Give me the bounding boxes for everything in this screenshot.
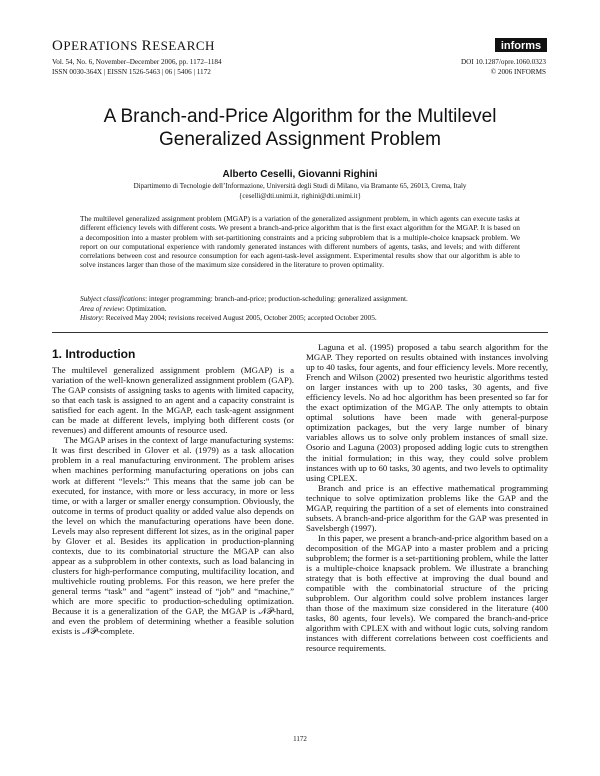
- history-value: : Received May 2004; revisions received August 2005, October 2005; accepted October 2005.: [101, 313, 377, 323]
- page-number: 1172: [293, 735, 307, 743]
- right-column: [306, 342, 548, 653]
- history: [80, 313, 520, 323]
- section-divider: [52, 332, 548, 333]
- affiliation-line-1: Dipartimento di Tecnologie dell’Informazione, Università degli Studi di Milano, via Bramante 65, 26013, Crema, Italy: [133, 182, 467, 190]
- title-line-1: A Branch-and-Price Algorithm for the Multilevel: [103, 106, 497, 127]
- subject-value: : integer programming: branch-and-price; production-scheduling: generalized assignment.: [145, 294, 408, 303]
- author-emails: {ceselli@dti.unimi.it, righini@dti.unimi.it}: [239, 191, 361, 200]
- paragraph: In this paper, we present a branch-and-price algorithm based on a decomposition of the MGAP into a master problem and a pricing subproblem; the former is a set-partitioning problem, while the latter is a multiple-choice knapsack problem. We illustrate a branching strategy that is both effective at improving the dual bound and compatible with the combinatorial structure of the pricing subproblem. Our algorithm could solve problem instances larger than those of the maximum size considered in the literature (400 tasks, 80 agents, four levels). We compared the branch-and-price algorithm with CPLEX with and without logic cuts, solving random instances with different correlations between cost coefficients and resource requirements.: [306, 532, 548, 654]
- journal-name: [52, 38, 215, 55]
- volume-info: [52, 57, 222, 77]
- title-line-2: Generalized Assignment Problem: [159, 129, 441, 150]
- paper-title: [40, 105, 560, 151]
- subject-classifications: [80, 294, 520, 304]
- copyright-line: © 2006 INFORMS: [490, 68, 546, 76]
- section-heading: 1. Introduction: [52, 347, 136, 361]
- area-label: Area of review: [80, 303, 123, 313]
- journal-initial-o: O: [52, 38, 64, 54]
- paragraph: The MGAP arises in the context of large manufacturing systems: It was first described in Glover et al. (1979) as a task allocation problem in a real manufacturing environment. The problem arises when machines performing manufacturing operations on jobs can work at different “levels:” This means that the same job can be executed, for instance, with more or less accuracy, in more or less time, or with a larger or smaller energy consumption. Obviously, the outcome in terms of product quality or added value also depends on the level on which the manufacturing operations have been done. Levels may also represent different lot sizes, as in the original paper by Glover et al. Besides its application in production-planning contexts, due to its combinatorial structure the MGAP can also appear as a subproblem in other contexts, such as load balancing in clusters for high-performance computing, multifacility location, and multivehicle routing problems. For this reason, we here prefer the general terms “task” and “agent” instead of “job” and “machine,” which are more specific to production-scheduling optimization. Because it is a generalization of the GAP, the MGAP is 𝒩𝒫-hard, and even the problem of determining whether a feasible solution exists is 𝒩𝒫-complete.: [52, 435, 294, 637]
- authors: Alberto Ceselli, Giovanni Righini: [222, 169, 378, 180]
- informs-logo-text: informs: [500, 40, 542, 52]
- affiliation: [40, 182, 560, 201]
- volume-line: Vol. 54, No. 6, November–December 2006, pp. 1172–1184: [52, 58, 222, 66]
- area-of-review: [80, 304, 520, 314]
- journal-rest-r: ESEARCH: [152, 38, 215, 53]
- article-metadata: [80, 294, 520, 323]
- abstract: The multilevel generalized assignment problem (MGAP) is a variation of the generalized assignment problem, in which agents can execute tasks at different efficiency levels with different costs. We present a branch-and-price algorithm that is the first exact algorithm for the MGAP. It is based on a decomposition into a master problem with set-partitioning constraints and a pricing subproblem that is a multiple-choice knapsack problem. We report on our computational experience with randomly generated instances with different numbers of agents, tasks, and levels; and with different correlations between cost and resource consumption for each agent-task-level assignment. Experimental results show that our algorithm is able to solve instances larger than those of the maximum size considered in the literature to proven optimality.: [80, 214, 520, 270]
- issn-line: ISSN 0030-364X | EISSN 1526-5463 | 06 | 5406 | 1172: [52, 68, 211, 76]
- area-value: : Optimization.: [122, 303, 167, 313]
- paragraph: Branch and price is an effective mathematical programming technique to solve optimization problems like the GAP and the MGAP, requiring the partition of a set of elements into constrained subsets. A branch-and-price algorithm for the GAP was presented in Savelsbergh (1997).: [306, 482, 548, 533]
- journal-rest-o: PERATIONS: [63, 38, 142, 53]
- paragraph: The multilevel generalized assignment problem (MGAP) is a variation of the well-known generalized assignment problem (GAP). The GAP consists of assigning tasks to agents with limited capacity, so that each task is assigned to an agent and a capacity constraint is satisfied for each agent. In the MGAP, each task-agent assignment can be made at different levels, implying both different costs (or revenues) and different amounts of resource used.: [52, 365, 294, 436]
- history-label: History: [80, 313, 102, 323]
- left-column: [52, 346, 294, 636]
- doi-info: [461, 57, 546, 77]
- paragraph: Laguna et al. (1995) proposed a tabu search algorithm for the MGAP. They reported on results obtained with instances involving up to 40 tasks, four agents, and four efficiency levels. More recently, French and Wilson (2002) presented two heuristic algorithms tested on larger instances with up to 200 tasks, 30 agents, and five efficiency levels. No ad hoc algorithm has been presented so far for the exact optimization of the MGAP. The only attempts to obtain optimal solutions have been made with general-purpose optimization packages, but the very large number of binary variables allows us to solve only problem instances of small size. Osorio and Laguna (2003) proposed adding logic cuts to strengthen the initial formulation; in this way, they could solve problem instances with up to 60 tasks, 30 agents, and two levels to optimality using CPLEX.: [306, 342, 548, 483]
- doi-line: DOI 10.1287/opre.1060.0323: [460, 58, 546, 66]
- informs-logo-icon: [495, 38, 547, 52]
- subject-label: Subject classifications: [80, 294, 146, 303]
- journal-initial-r: R: [141, 38, 153, 54]
